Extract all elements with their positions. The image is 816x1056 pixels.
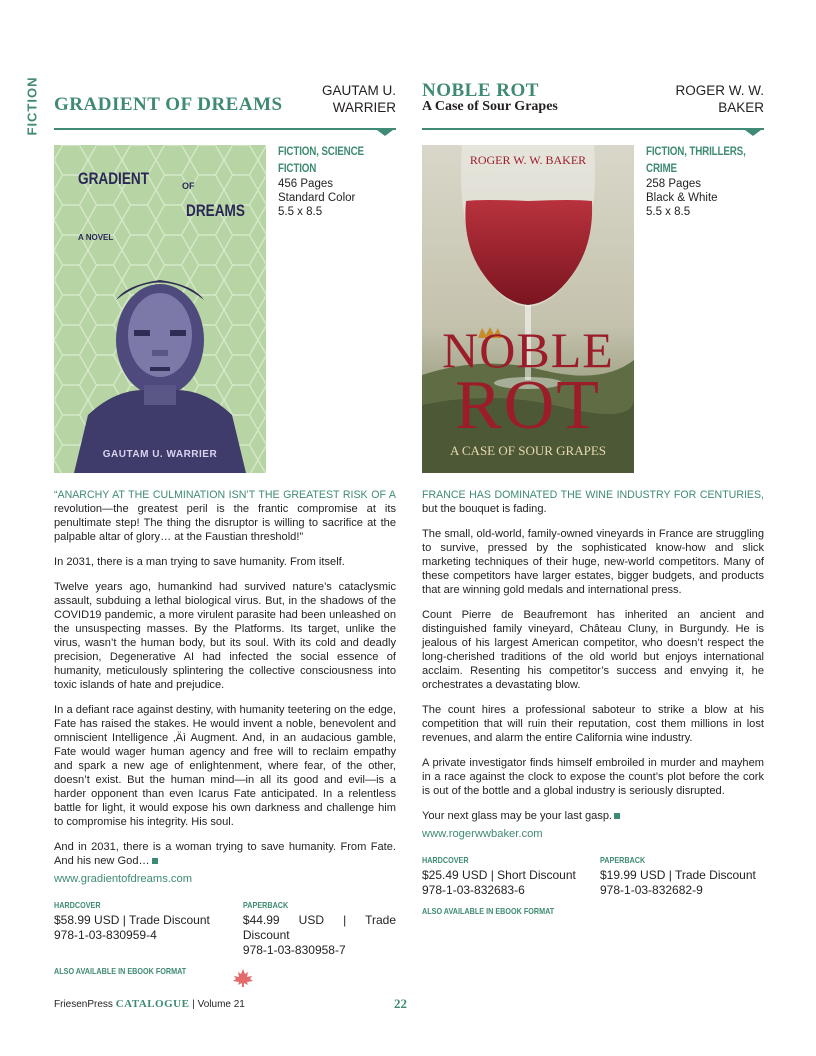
book-specs: [646, 143, 770, 219]
author-line-1: GAUTAM U.: [322, 83, 396, 98]
maple-leaf-icon: [232, 968, 254, 993]
description-paragraph: The count hires a professional saboteur to strike a blow at his competition that will ruin their reputation, cost them millions in lost revenues, and alarm the entire California wine industry.: [422, 704, 764, 744]
footer-publisher: FriesenPress: [54, 999, 113, 1010]
color-type: Black & White: [646, 192, 718, 204]
format-price: $44.99 USD | Trade Discount: [242, 913, 396, 942]
cover-title-2: DREAMS: [186, 201, 245, 220]
lead-in: FRANCE HAS DOMINATED THE WINE INDUSTRY FOR CENTURIES,: [422, 489, 764, 501]
book-subtitle: A Case of Sour Grapes: [422, 99, 558, 114]
description-paragraph: Twelve years ago, humankind had survived nature’s cataclysmic assault, subduing a lethal biological virus. But, in the shadows of the COVID19 pandemic, a more virulent parasite had been unleashed on the unsuspecting masses. By the Platforms. Its target, unlike the virus, wasn’t the human body, but its soul. With its cold and deadly precision, Degenerative AI had infected the social essence of humanity, meticulously splintering the collective consciousness into toxic islands of hate and prejudice.: [54, 581, 396, 691]
cover-author: ROGER W. W. BAKER: [469, 153, 587, 167]
genre-line-2: FICTION: [278, 161, 317, 175]
format-paperback: [243, 898, 396, 958]
footer-catalogue: CATALOGUE: [115, 998, 190, 1010]
book-cover-image: [422, 145, 634, 473]
ebook-availability: ALSO AVAILABLE IN EBOOK FORMAT: [422, 906, 555, 916]
format-list: [54, 898, 396, 958]
book-website-link[interactable]: www.gradientofdreams.com: [54, 873, 193, 885]
lead-rest: revolution—the greatest peril is the frantic compromise at its penultimate step! The thing the disruptor is willing to sacrifice at the palpable altar of glory… at the Faustian threshold!”: [54, 503, 396, 543]
format-price: $19.99 USD | Trade Discount: [600, 868, 756, 882]
cover-title-2: ROT: [455, 367, 601, 444]
page-number: 22: [394, 996, 407, 1011]
book-website-link[interactable]: www.rogerwwbaker.com: [422, 828, 543, 840]
book-author: [644, 82, 764, 116]
format-hardcover: [54, 898, 227, 958]
format-isbn: 978-1-03-832683-6: [422, 883, 525, 897]
book-description: [54, 488, 396, 978]
format-isbn: 978-1-03-832682-9: [600, 883, 703, 897]
format-label: HARDCOVER: [422, 855, 469, 865]
description-paragraph: In 2031, there is a man trying to save humanity. From itself.: [54, 556, 345, 568]
end-mark-icon: [614, 813, 620, 819]
cover-tag: A CASE OF SOUR GRAPES: [449, 443, 607, 458]
description-paragraph: The small, old-world, family-owned vineyards in France are struggling to survive, pressed by the sophisticated know-how and slick marketing techniques of their huge, new-world competitors. Many of these competitors have larger estates, bigger budgets, and products that are winning gold medals and international press.: [422, 528, 764, 596]
description-paragraph: [54, 840, 396, 868]
book-description: [422, 488, 764, 918]
cover-tag: A NOVEL: [78, 233, 114, 242]
lead-in: “ANARCHY AT THE CULMINATION ISN’T THE GREATEST RISK OF A: [54, 489, 396, 501]
genre-line-2: CRIME: [646, 161, 677, 175]
page-footer: [54, 998, 245, 1010]
book-specs: [278, 143, 402, 219]
lead-rest: but the bouquet is fading.: [422, 503, 547, 515]
book-title: GRADIENT OF DREAMS: [54, 94, 283, 115]
book-header: [54, 80, 396, 126]
trim-size: 5.5 x 8.5: [278, 206, 323, 218]
cover-title-1: GRADIENT: [78, 169, 150, 188]
book-header: [422, 80, 764, 126]
format-label: PAPERBACK: [600, 855, 646, 865]
section-tab: [21, 78, 43, 134]
description-paragraph: In a defiant race against destiny, with humanity teetering on the edge, Fate has raised the stakes. He would invent a noble, benevolent and omniscient Intelligence ‚Äì Augment. And, in an audacious gamble, Fate would wager human agency and free will to reclaim empathy and spark a new age of enlightenment, where fear, of the other, doesn’t exist. But the human mind—in all its good and evil—is a harder opponent than even Icarus Fate anticipated. In a relentless battle for light, it would expose his own darkness and challenge him to compromise his integrity. His soul.: [54, 704, 396, 828]
description-paragraph: [54, 488, 396, 544]
closing-text: Your next glass may be your last gasp.: [422, 810, 613, 822]
trim-size: 5.5 x 8.5: [646, 206, 691, 218]
cover-title-1: NOBLE: [442, 322, 614, 378]
color-type: Standard Color: [278, 192, 356, 204]
description-paragraph: [422, 488, 764, 516]
format-paperback: [600, 853, 756, 898]
book-entry-noble-rot: [422, 80, 764, 916]
format-label: HARDCOVER: [54, 900, 101, 910]
cover-art: [54, 145, 266, 473]
format-list: [422, 853, 764, 898]
footer-volume: | Volume 21: [192, 999, 245, 1010]
author-line-1: ROGER W. W.: [675, 83, 764, 98]
page-count: 258 Pages: [646, 178, 701, 190]
description-paragraph: Count Pierre de Beaufremont has inherited an ancient and distinguished family vineyard, Château Cluny, in Burgundy. He is jealous of his largest American competitor, who doesn’t respect the long-cherished traditions of the old world but enjoys international acclaim. Resenting his competitor’s success and envying it, he orchestrates a devastating blow.: [422, 609, 764, 691]
format-isbn: 978-1-03-830959-4: [54, 928, 157, 942]
book-cover-image: [54, 145, 266, 473]
author-line-2: BAKER: [718, 100, 764, 115]
format-price: $58.99 USD | Trade Discount: [54, 913, 210, 927]
book-entry-gradient-of-dreams: [54, 80, 396, 976]
genre-line-1: FICTION, SCIENCE: [278, 144, 364, 158]
closing-text: And in 2031, there is a woman trying to save humanity. From Fate. And his new God…: [54, 841, 396, 867]
description-paragraph: A private investigator finds himself embroiled in murder and mayhem in a race against the clock to expose the count’s plot before the cork is out of the bottle and a global industry is seriously disrupted.: [422, 757, 764, 797]
end-mark-icon: [152, 858, 158, 864]
book-title: NOBLE ROT: [422, 80, 539, 101]
book-author: [276, 82, 396, 116]
header-rule: [422, 128, 764, 130]
format-label: PAPERBACK: [242, 900, 289, 910]
author-line-2: WARRIER: [332, 100, 396, 115]
format-isbn: 978-1-03-830958-7: [242, 943, 346, 957]
cover-title-of: OF: [182, 181, 195, 191]
ebook-availability: ALSO AVAILABLE IN EBOOK FORMAT: [54, 966, 187, 976]
section-tab-label: FICTION: [24, 76, 40, 136]
format-hardcover: [422, 853, 584, 898]
genre-line-1: FICTION, THRILLERS,: [646, 144, 746, 158]
cover-author: GAUTAM U. WARRIER: [102, 449, 218, 460]
description-paragraph: [422, 809, 764, 823]
header-rule: [54, 128, 396, 130]
page-count: 456 Pages: [278, 178, 333, 190]
format-price: $25.49 USD | Short Discount: [422, 868, 576, 882]
